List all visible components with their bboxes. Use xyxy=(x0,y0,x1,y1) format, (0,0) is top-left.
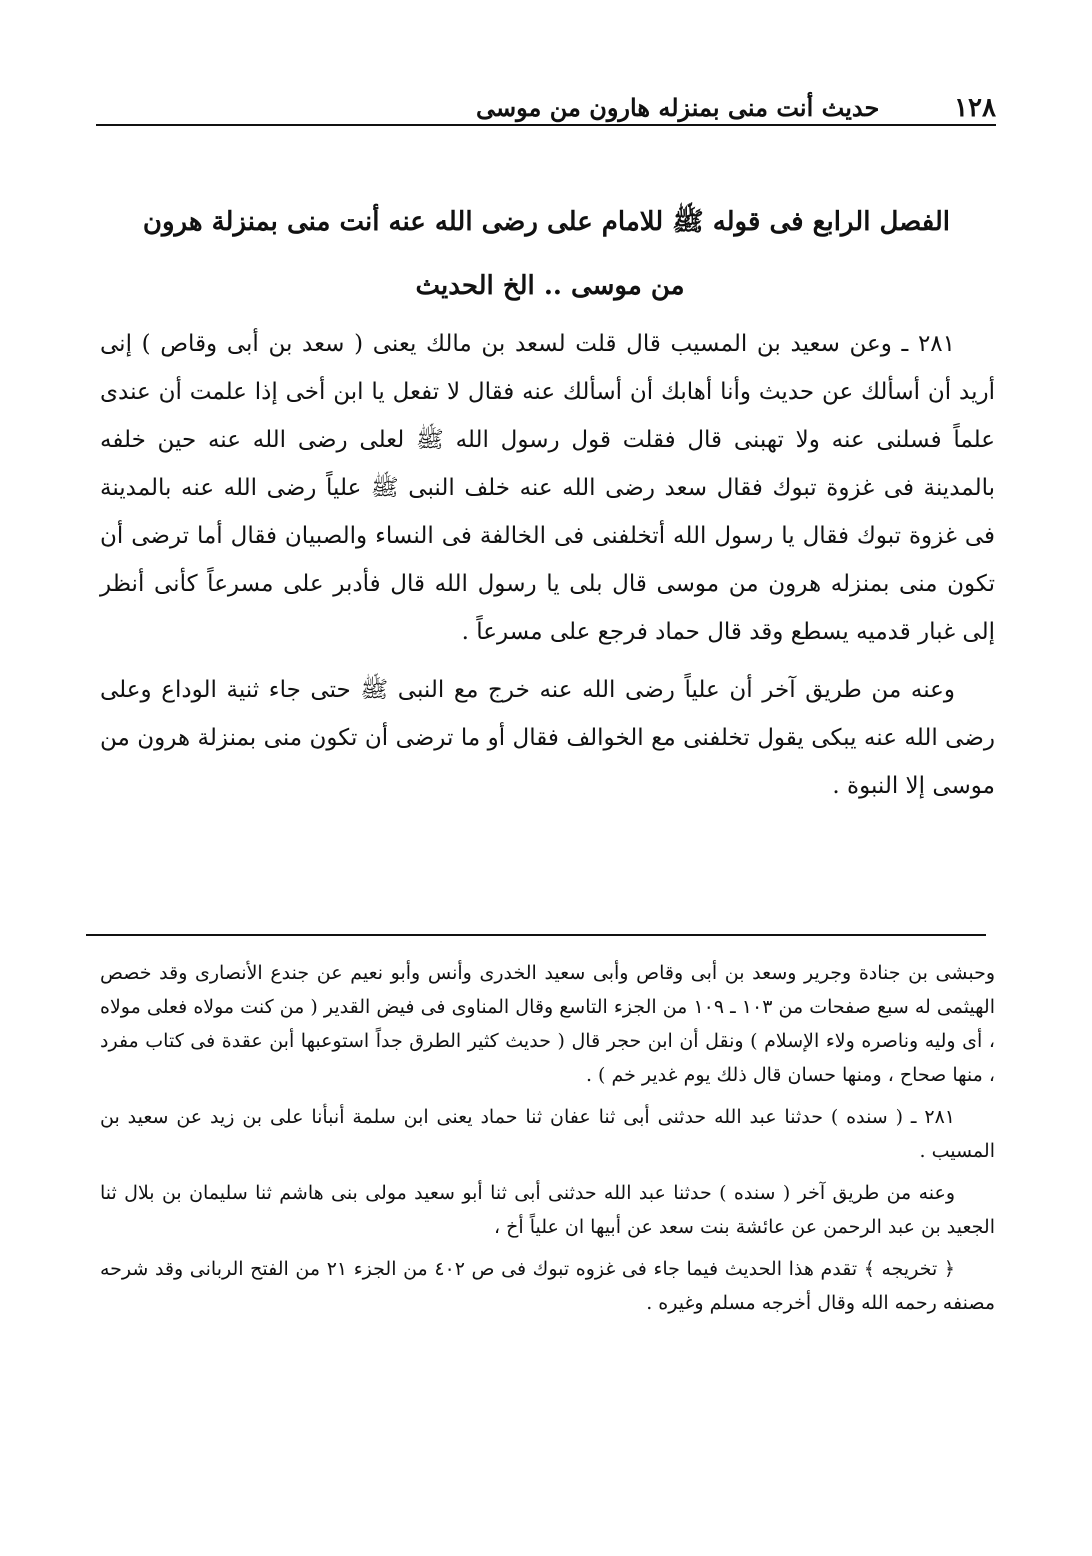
hadith-281-paragraph: ٢٨١ ـ وعن سعيد بن المسيب قال قلت لسعد بن مالك يعنى ( سعد بن أبى وقاص ) إنى أريد أن أسألك عن حديث وأنا أهابك أن أسألك عنه فقال لا تفعل يا ابن أخى إذا علمت أن عندى علماً فسلنى عنه ولا تهبنى قال فقلت قول رسول الله ﷺ لعلى رضى الله عنه حين خلفه بالمدينة فى غزوة تبوك فقال سعد رضى الله عنه خلف النبى ﷺ علياً رضى الله عنه بالمدينة فى غزوة تبوك فقال يا رسول الله أتخلفنى فى الخالفة فى النساء والصبيان فقال أما ترضى أن تكون منى بمنزله هرون من موسى قال بلى يا رسول الله قال فأدبر على مسرعاً كأنى أنظر إلى غبار قدميه يسطع وقد قال حماد فرجع على مسرعاً . xyxy=(100,331,995,645)
chapter-title-line-2: من موسى .. الخ الحديث xyxy=(415,271,685,301)
header-rule xyxy=(96,124,996,126)
running-title: حديث أنت منى بمنزله هارون من موسى xyxy=(476,93,880,122)
footnote-takhrij: ﴿ تخريجه ﴾ تقدم هذا الحديث فيما جاء فى غزوه تبوك فى ص ٤٠٢ من الجزء ٢١ من الفتح الربانى وقد شرحه مصنفه رحمه الله وقال أخرجه مسلم وغيره . xyxy=(100,1258,995,1314)
footnote-rule xyxy=(86,934,986,936)
footnote-sanad-281: ٢٨١ ـ ( سنده ) حدثنا عبد الله حدثنى أبى ثنا عفان ثنا حماد يعنى ابن سلمة أنبأنا على بن زيد عن سعيد بن المسيب . xyxy=(100,1106,995,1162)
hadith-other-route-paragraph: وعنه من طريق آخر أن علياً رضى الله عنه خرج مع النبى ﷺ حتى جاء ثنية الوداع وعلى رضى الله عنه يبكى يقول تخلفنى مع الخوالف فقال أو ما ترضى أن تكون منى بمنزلة هرون من موسى إلا النبوة . xyxy=(100,677,995,799)
chapter-title xyxy=(142,190,950,318)
footnote-continuation: وحبشى بن جنادة وجرير وسعد بن أبى وقاص وأبى سعيد الخدرى وأنس وأبو نعيم عن جندع الأنصارى وقد خصص الهيثمى له سبع صفحات من ١٠٣ ـ ١٠٩ من الجزء التاسع وقال المناوى فى فيض القدير ( من كنت مولاه فعلى مولاه ، أى وليه وناصره ولاء الإسلام ) ونقل أن ابن حجر قال ( حديث كثير الطرق جداً استوعبها أبن عقدة فى كتاب مفرد ، منها صحاح ، ومنها حسان قال ذلك يوم غدير خم ) . xyxy=(100,962,995,1086)
footnotes xyxy=(100,956,995,1328)
footnote-sanad-other-route: وعنه من طريق آخر ( سنده ) حدثنا عبد الله حدثنى أبى ثنا أبو سعيد مولى بنى هاشم ثنا سليمان بن بلال ثنا الجعيد بن عبد الرحمن عن عائشة بنت سعد عن أبيها ان علياً أخ ، xyxy=(100,1182,995,1238)
chapter-title-line-1: الفصل الرابع فى قوله ﷺ للامام على رضى الله عنه أنت منى بمنزلة هرون xyxy=(142,207,950,237)
main-text xyxy=(100,320,995,820)
running-head xyxy=(96,84,996,124)
page-number: ١٢٨ xyxy=(954,93,996,123)
